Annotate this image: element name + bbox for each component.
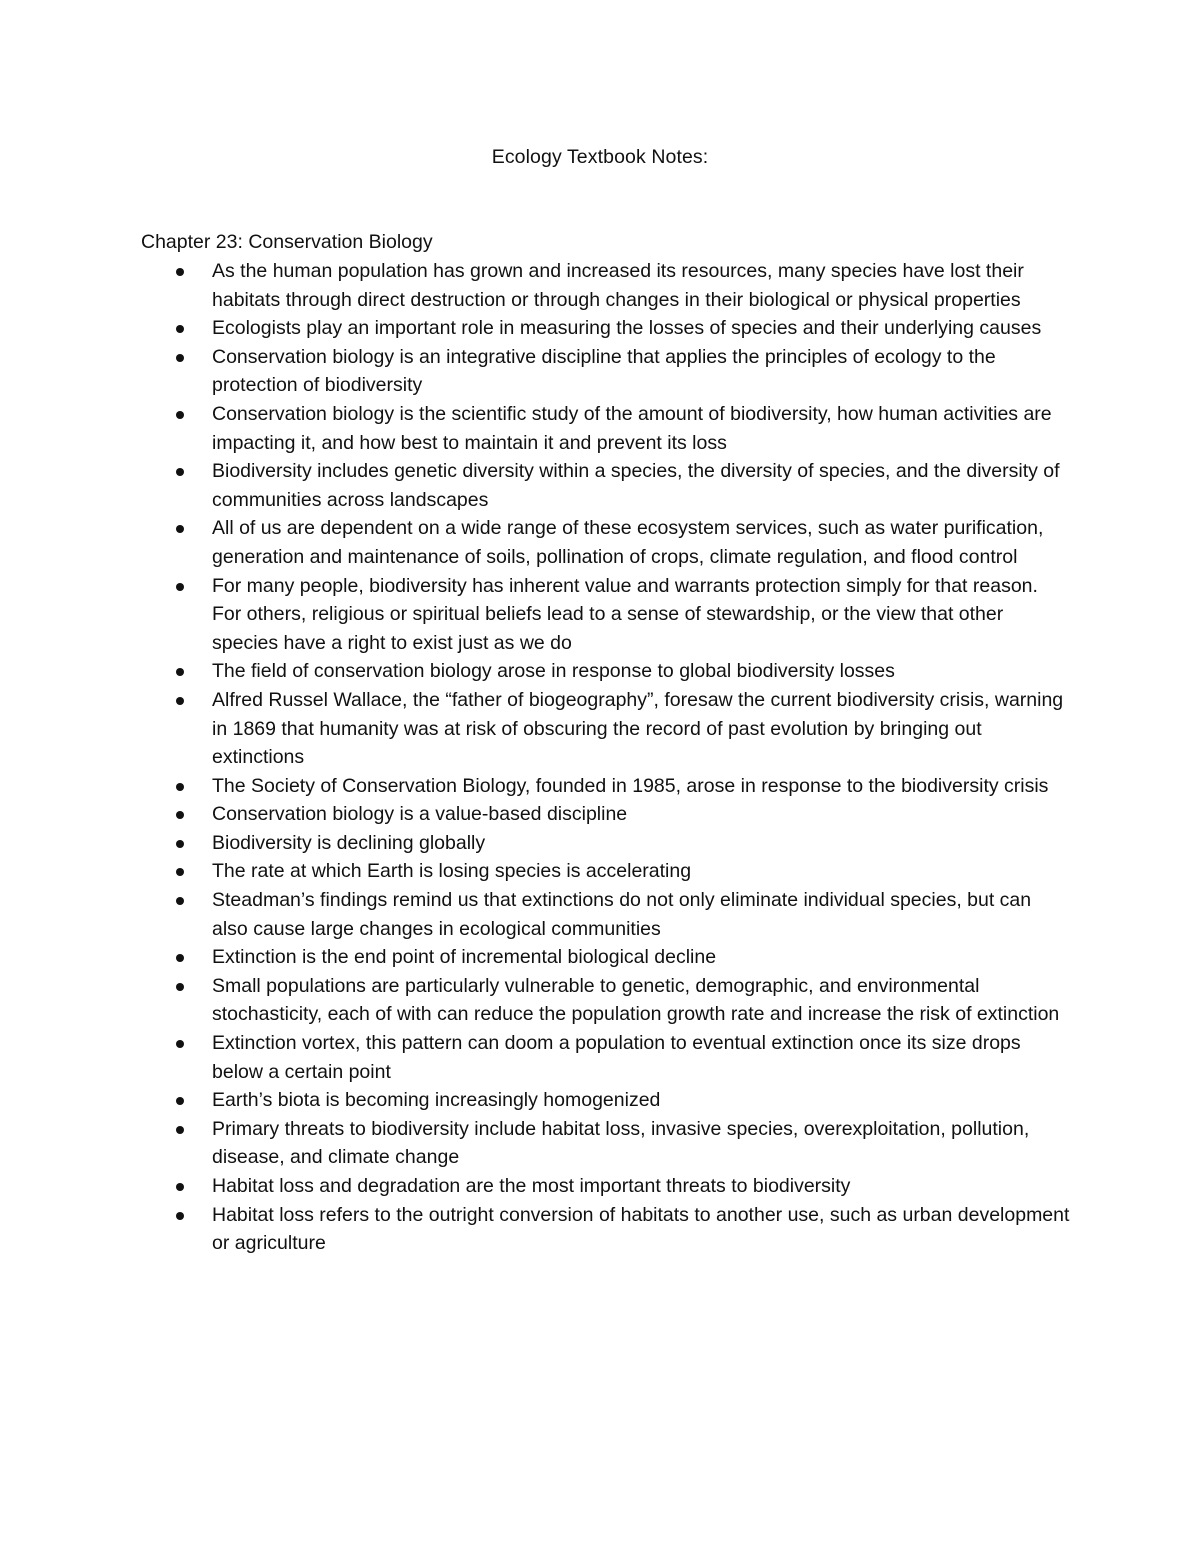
bullet-icon — [176, 1097, 184, 1105]
note-text: Habitat loss and degradation are the most important threats to biodiversity — [212, 1175, 851, 1197]
note-text: Conservation biology is an integrative discipline that applies the principles of ecology to the protection of biodiversity — [212, 345, 996, 397]
note-text: Habitat loss refers to the outright conversion of habitats to another use, such as urban development or agriculture — [212, 1203, 1070, 1255]
note-text: Steadman’s findings remind us that extinctions do not only eliminate individual species, but can also cause large changes in ecological communities — [212, 889, 1032, 940]
bullet-icon — [176, 697, 184, 705]
note-text: Conservation biology is the scientific study of the amount of biodiversity, how human activities are impacting it, and how best to maintain it and prevent its loss — [212, 402, 1052, 454]
bullet-icon — [176, 668, 184, 676]
bullet-icon — [176, 897, 184, 905]
bullet-icon — [176, 583, 184, 591]
list-item — [212, 457, 1072, 514]
note-text: Earth’s biota is becoming increasingly homogenized — [212, 1089, 661, 1112]
list-item — [212, 1172, 1072, 1201]
document-title: Ecology Textbook Notes: — [491, 146, 709, 168]
list-item — [212, 572, 1072, 658]
list-item — [212, 686, 1072, 772]
list-item — [212, 657, 1072, 686]
bullet-icon — [176, 1212, 184, 1220]
list-item — [212, 943, 1072, 972]
note-text: As the human population has grown and increased its resources, many species have lost their habitats through direct destruction or through changes in their biological or physical properties — [212, 260, 1024, 311]
bullet-icon — [176, 411, 184, 419]
note-text: Alfred Russel Wallace, the “father of biogeography”, foresaw the current biodiversity crisis, warning in 1869 that humanity was at risk of obscuring the record of past evolution by bringing out extinctions — [212, 688, 1064, 769]
list-item — [212, 400, 1072, 457]
note-text: Primary threats to biodiversity include habitat loss, invasive species, overexploitation, pollution, disease, and climate change — [212, 1117, 1030, 1169]
bullet-icon — [176, 811, 184, 819]
bullet-icon — [176, 1040, 184, 1048]
list-item — [212, 1201, 1072, 1258]
list-item — [212, 1086, 1072, 1115]
bullet-icon — [176, 354, 184, 362]
bullet-icon — [176, 783, 184, 791]
list-item — [212, 829, 1072, 858]
notes-list — [212, 257, 1072, 1258]
bullet-icon — [176, 1183, 184, 1191]
note-text: Small populations are particularly vulnerable to genetic, demographic, and environmental stochasticity, each of with can reduce the population growth rate and increase the risk of extinction — [212, 974, 1060, 1026]
list-item — [212, 800, 1072, 829]
note-text: All of us are dependent on a wide range of these ecosystem services, such as water purification, generation and maintenance of soils, pollination of crops, climate regulation, and flood control — [212, 517, 1044, 568]
list-item — [212, 314, 1072, 343]
list-item — [212, 772, 1072, 801]
note-text: Biodiversity is declining globally — [212, 831, 486, 854]
note-text: Biodiversity includes genetic diversity within a species, the diversity of species, and the diversity of communities across landscapes — [212, 460, 1060, 511]
note-text: For many people, biodiversity has inherent value and warrants protection simply for that reason. For others, religious or spiritual beliefs lead to a sense of stewardship, or the view that other species have a right to exist just as we do — [212, 574, 1038, 654]
list-item — [212, 1115, 1072, 1172]
list-item — [212, 972, 1072, 1029]
note-text: The field of conservation biology arose in response to global biodiversity losses — [212, 660, 895, 683]
list-item — [212, 1029, 1072, 1086]
bullet-icon — [176, 983, 184, 991]
bullet-icon — [176, 954, 184, 962]
bullet-icon — [176, 1126, 184, 1134]
bullet-icon — [176, 868, 184, 876]
note-text: The Society of Conservation Biology, founded in 1985, arose in response to the biodiversity crisis — [212, 774, 1049, 797]
note-text: The rate at which Earth is losing species is accelerating — [212, 860, 692, 883]
chapter-heading: Chapter 23: Conservation Biology — [141, 231, 433, 253]
list-item — [212, 857, 1072, 886]
note-text: Extinction vortex, this pattern can doom a population to eventual extinction once its size drops below a certain point — [212, 1032, 1021, 1083]
bullet-icon — [176, 325, 184, 333]
note-text: Ecologists play an important role in measuring the losses of species and their underlying causes — [212, 317, 1042, 340]
bullet-icon — [176, 468, 184, 476]
note-text: Conservation biology is a value-based discipline — [212, 803, 628, 826]
list-item — [212, 257, 1072, 314]
bullet-icon — [176, 525, 184, 533]
note-text: Extinction is the end point of incremental biological decline — [212, 946, 717, 969]
list-item — [212, 514, 1072, 571]
list-item — [212, 886, 1072, 943]
bullet-icon — [176, 840, 184, 848]
bullet-icon — [176, 268, 184, 276]
list-item — [212, 343, 1072, 400]
